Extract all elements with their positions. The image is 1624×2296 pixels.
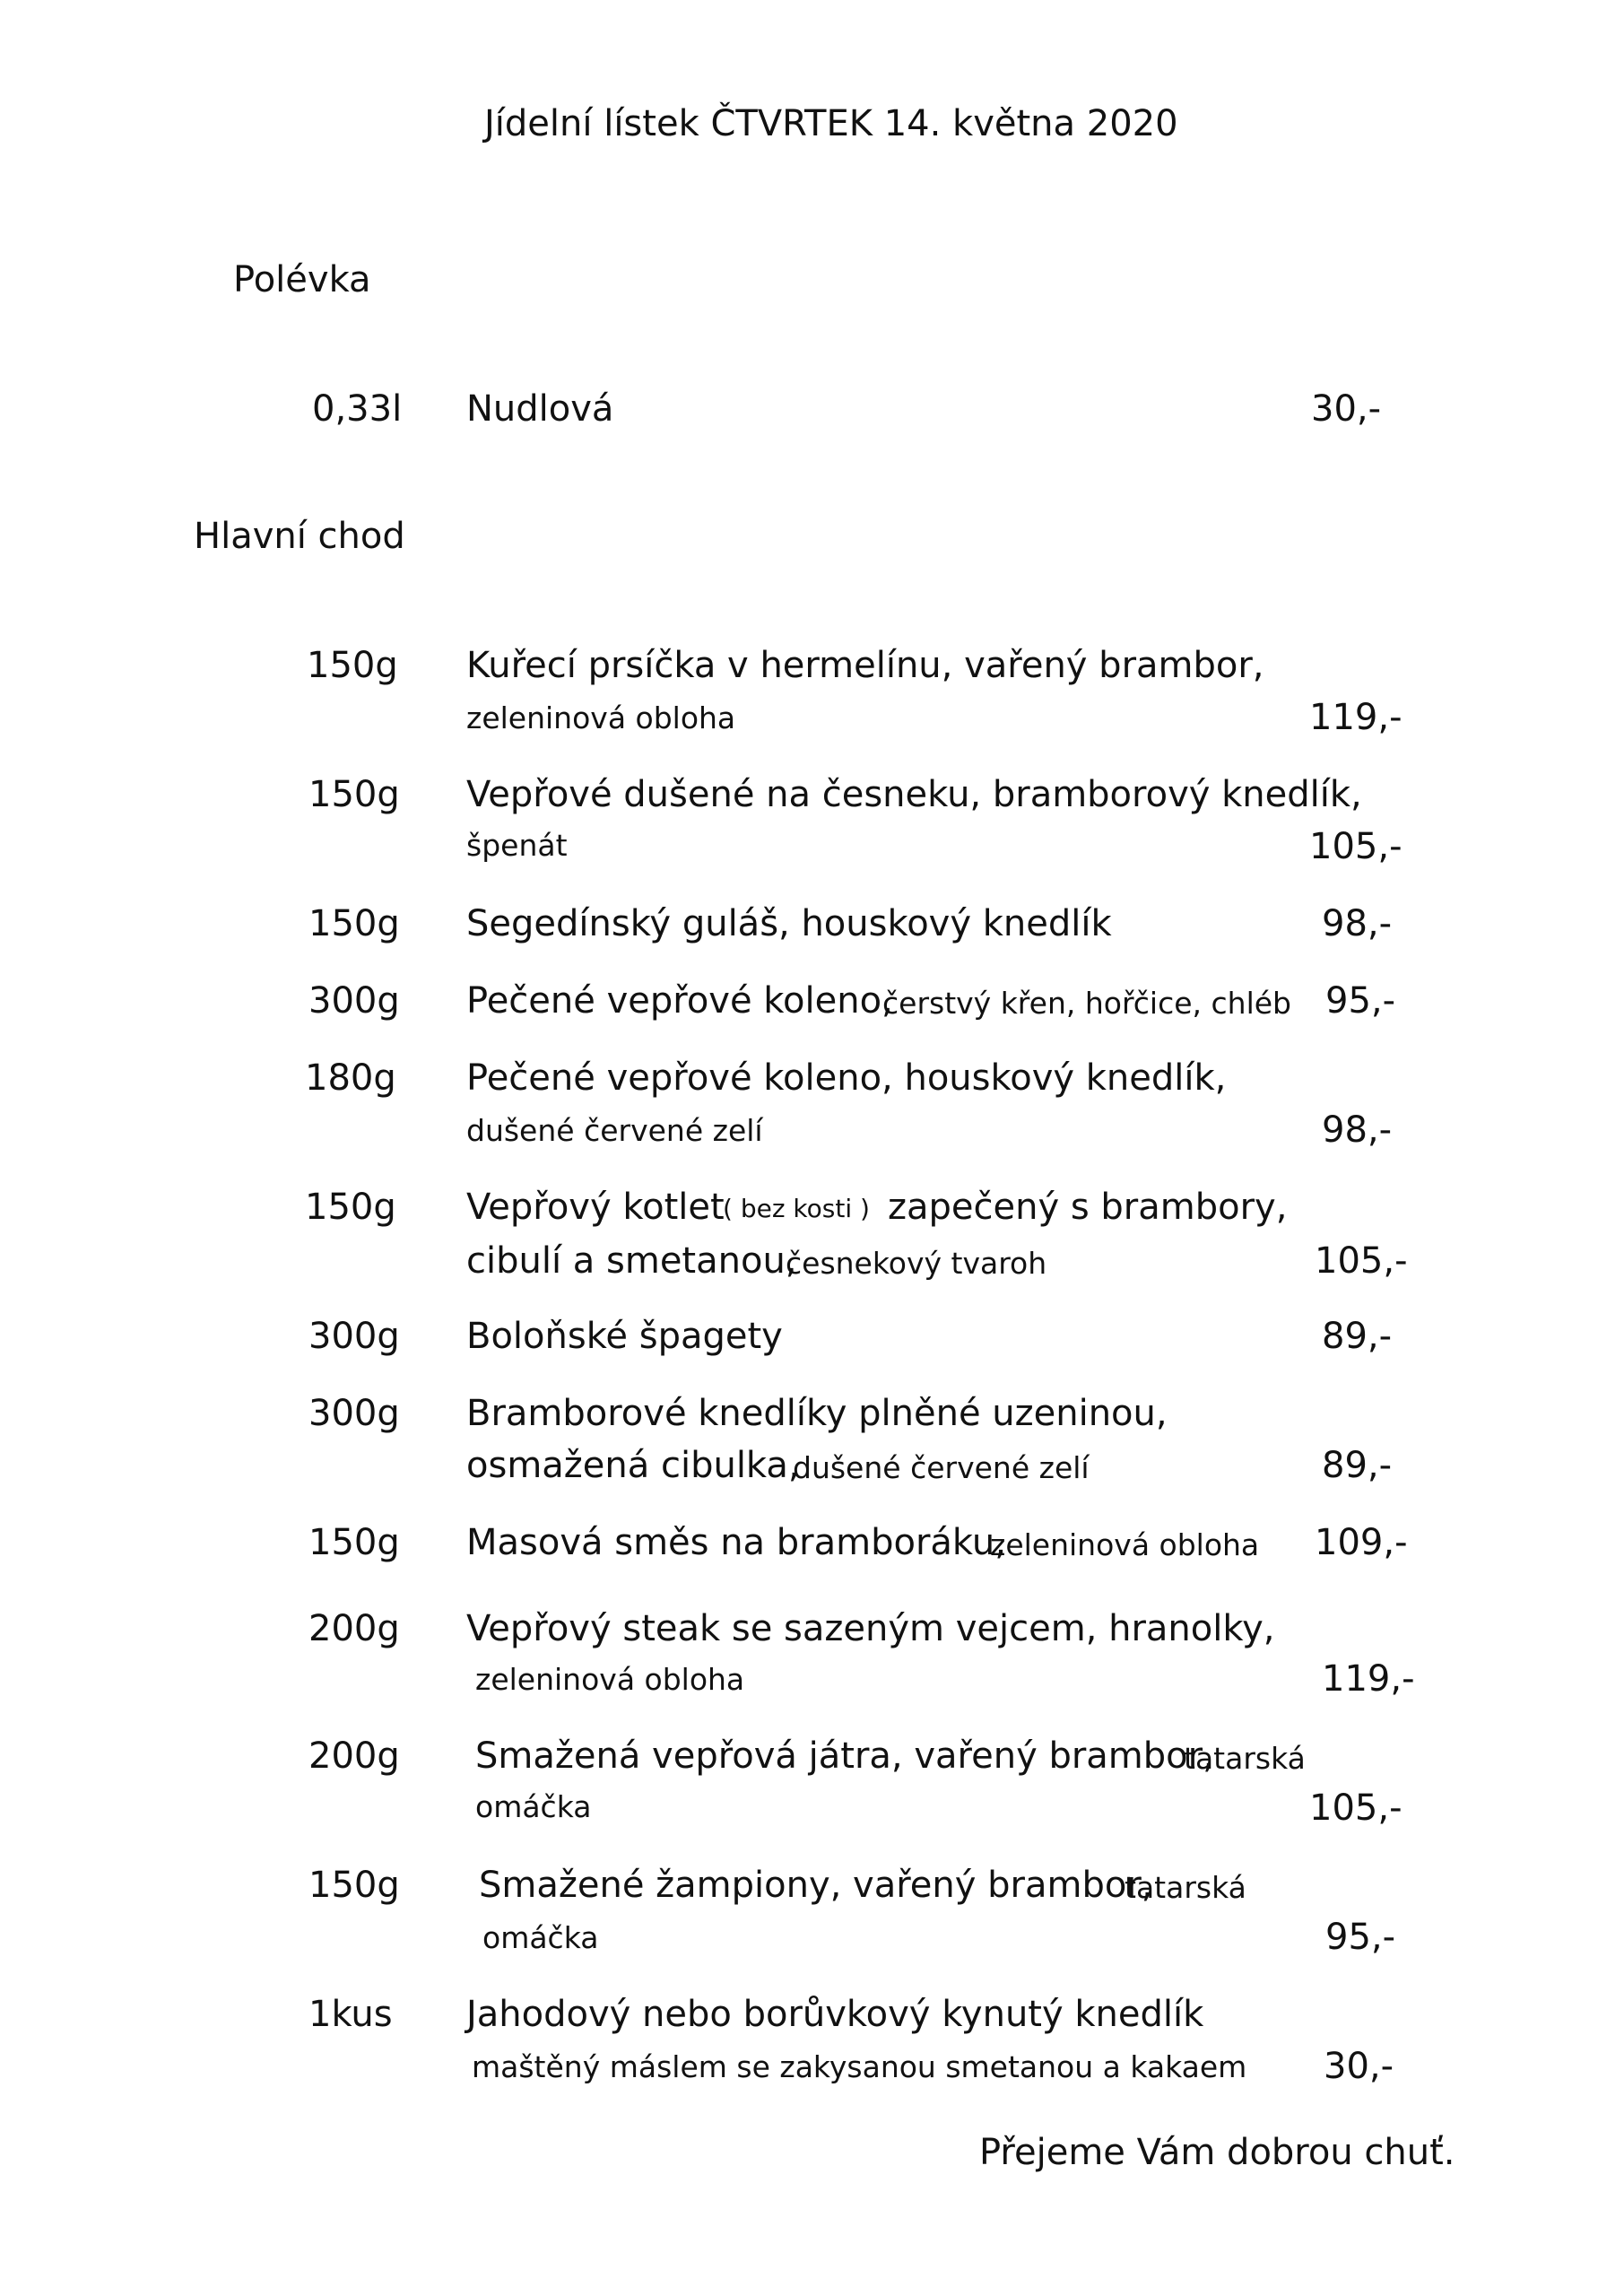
- item-name: Smažené žampiony, vařený brambor,: [479, 1865, 1153, 1906]
- item-weight: 150g: [308, 774, 400, 815]
- item-side: maštěný máslem se zakysanou smetanou a kakaem: [472, 2049, 1247, 2084]
- item-price: 109,-: [1315, 1522, 1408, 1563]
- item-name: Vepřové dušené na česneku, bramborový knedlík,: [466, 774, 1362, 815]
- item-price: 119,-: [1309, 697, 1403, 738]
- soup-price: 30,-: [1311, 388, 1382, 430]
- item-weight: 180g: [305, 1057, 396, 1099]
- item-price: 105,-: [1309, 826, 1403, 867]
- item-weight: 1kus: [308, 1994, 393, 2035]
- item-name: cibulí a smetanou,: [466, 1240, 797, 1282]
- item-weight: 150g: [308, 903, 400, 944]
- item-name: Bramborové knedlíky plněné uzeninou,: [466, 1393, 1168, 1434]
- item-price: 30,-: [1324, 2046, 1394, 2087]
- item-side: omáčka: [482, 1920, 599, 1955]
- item-side: zeleninová obloha: [990, 1527, 1260, 1562]
- item-side: čerstvý křen, hořčice, chléb: [882, 986, 1292, 1021]
- item-weight: 150g: [305, 1187, 396, 1228]
- item-side: omáčka: [475, 1789, 592, 1824]
- item-name: Pečené vepřové koleno,: [466, 980, 893, 1022]
- item-price: 105,-: [1309, 1787, 1403, 1829]
- item-price: 119,-: [1322, 1658, 1415, 1700]
- item-side: tatarská: [1125, 1870, 1246, 1905]
- item-weight: 150g: [308, 1865, 400, 1906]
- item-weight: 200g: [308, 1608, 400, 1649]
- item-weight: 300g: [308, 1316, 400, 1357]
- item-weight: 300g: [308, 1393, 400, 1434]
- item-weight: 200g: [308, 1735, 400, 1777]
- item-name: Segedínský guláš, houskový knedlík: [466, 903, 1112, 944]
- item-price: 98,-: [1322, 1109, 1393, 1151]
- item-price: 89,-: [1322, 1316, 1393, 1357]
- item-price: 89,-: [1322, 1445, 1393, 1486]
- item-name: osmažená cibulka,: [466, 1445, 800, 1486]
- item-note: ( bez kosti ): [723, 1194, 870, 1223]
- item-price: 105,-: [1315, 1240, 1408, 1282]
- item-name: Jahodový nebo borůvkový kynutý knedlík: [466, 1994, 1204, 2035]
- menu-title: Jídelní lístek ČTVRTEK 14. května 2020: [484, 103, 1178, 144]
- item-side: špenát: [466, 828, 568, 863]
- item-name: Vepřový kotlet: [466, 1187, 725, 1228]
- main-heading: Hlavní chod: [194, 516, 405, 557]
- item-side: česnekový tvaroh: [786, 1246, 1047, 1281]
- item-name: zapečený s brambory,: [888, 1187, 1288, 1228]
- footer-greeting: Přejeme Vám dobrou chuť.: [979, 2132, 1455, 2173]
- item-side: tatarská: [1184, 1741, 1306, 1776]
- item-weight: 150g: [307, 645, 398, 686]
- item-name: Pečené vepřové koleno, houskový knedlík,: [466, 1057, 1227, 1099]
- item-name: Kuřecí prsíčka v hermelínu, vařený brambor,: [466, 645, 1264, 686]
- soup-heading: Polévka: [233, 259, 371, 300]
- item-weight: 300g: [308, 980, 400, 1022]
- item-side: dušené červené zelí: [793, 1450, 1090, 1485]
- soup-weight: 0,33l: [312, 388, 403, 430]
- item-name: Smažená vepřová játra, vařený brambor,: [475, 1735, 1214, 1777]
- item-name: Masová směs na bramboráku,: [466, 1522, 1006, 1563]
- item-side: zeleninová obloha: [466, 700, 736, 735]
- soup-name: Nudlová: [466, 388, 614, 430]
- item-side: zeleninová obloha: [475, 1662, 745, 1697]
- item-side: dušené červené zelí: [466, 1113, 763, 1148]
- item-price: 95,-: [1325, 980, 1396, 1022]
- item-price: 98,-: [1322, 903, 1393, 944]
- item-name: Vepřový steak se sazeným vejcem, hranolky,: [466, 1608, 1275, 1649]
- item-weight: 150g: [308, 1522, 400, 1563]
- item-name: Boloňské špagety: [466, 1316, 783, 1357]
- item-price: 95,-: [1325, 1917, 1396, 1958]
